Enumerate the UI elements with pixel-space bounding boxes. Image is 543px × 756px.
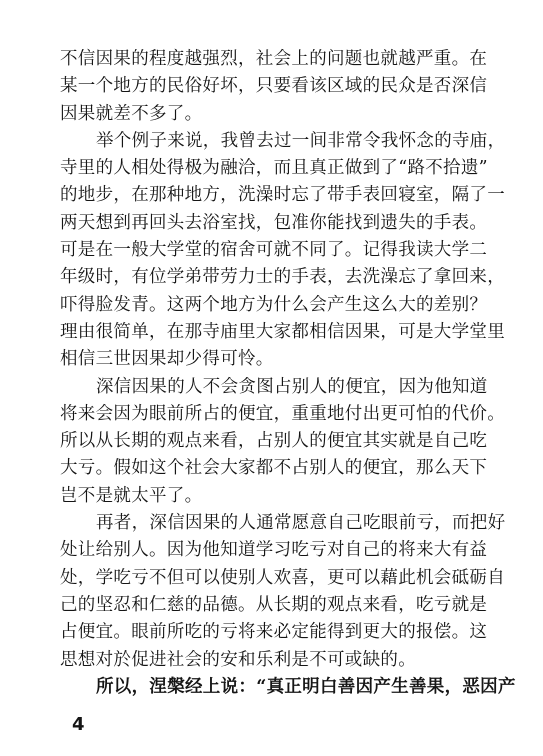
text-line: 处让给别人。因为他知道学习吃亏对自己的将来大有益 bbox=[60, 540, 488, 561]
text-line: 岂不是就太平了。 bbox=[60, 485, 203, 506]
text-line: 吓得脸发青。这两个地方为什么会产生这么大的差别？ bbox=[60, 294, 488, 315]
text-line: 己的坚忍和仁慈的品德。从长期的观点来看，吃亏就是 bbox=[60, 594, 488, 615]
paragraph-start-line: 再者，深信因果的人通常愿意自己吃眼前亏，而把好 bbox=[96, 513, 506, 534]
paragraph-start-line: 所以，涅槃经上说：“真正明白善因产生善果，恶因产 bbox=[96, 676, 516, 697]
text-line: 年级时，有位学弟带劳力士的手表，去洗澡忘了拿回来， bbox=[60, 267, 505, 288]
text-line: 处，学吃亏不但可以使别人欢喜，更可以藉此机会砥砺自 bbox=[60, 567, 505, 588]
text-line: 理由很简单，在那寺庙里大家都相信因果，可是大学堂里 bbox=[60, 321, 505, 342]
text-line: 占便宜。眼前所吃的亏将来必定能得到更大的报偿。这 bbox=[60, 622, 488, 643]
text-line: 可是在一般大学堂的宿舍可就不同了。记得我读大学二 bbox=[60, 240, 488, 261]
text-line: 不信因果的程度越强烈，社会上的问题也就越严重。在 bbox=[60, 49, 488, 69]
text-line: 将来会因为眼前所占的便宜，重重地付出更可怕的代价。 bbox=[60, 403, 505, 424]
text-line: 两天想到再回头去浴室找，包准你能找到遗失的手表。 bbox=[60, 212, 488, 233]
text-line: 思想对於促进社会的安和乐利是不可或缺的。 bbox=[60, 649, 416, 670]
paragraph-start-line: 举个例子来说，我曾去过一间非常令我怀念的寺庙， bbox=[96, 130, 506, 151]
text-line: 某一个地方的民俗好坏，只要看该区域的民众是否深信 bbox=[60, 76, 488, 97]
body-text bbox=[60, 46, 536, 701]
text-line: 寺里的人相处得极为融洽，而且真正做到了“路不拾遗” bbox=[60, 158, 488, 179]
text-line: 大亏。假如这个社会大家都不占别人的便宜，那么天下 bbox=[60, 458, 488, 479]
paragraph-start-line: 深信因果的人不会贪图占别人的便宜，因为他知道 bbox=[96, 376, 488, 397]
text-line: 相信三世因果却少得可怜。 bbox=[60, 349, 274, 370]
text-line: 的地步，在那种地方，洗澡时忘了带手表回寝室，隔了一 bbox=[60, 185, 505, 206]
text-line: 因果就差不多了。 bbox=[60, 103, 203, 124]
page-number: 4 bbox=[72, 714, 85, 735]
text-line: 所以从长期的观点来看，占别人的便宜其实就是自己吃 bbox=[60, 431, 488, 452]
